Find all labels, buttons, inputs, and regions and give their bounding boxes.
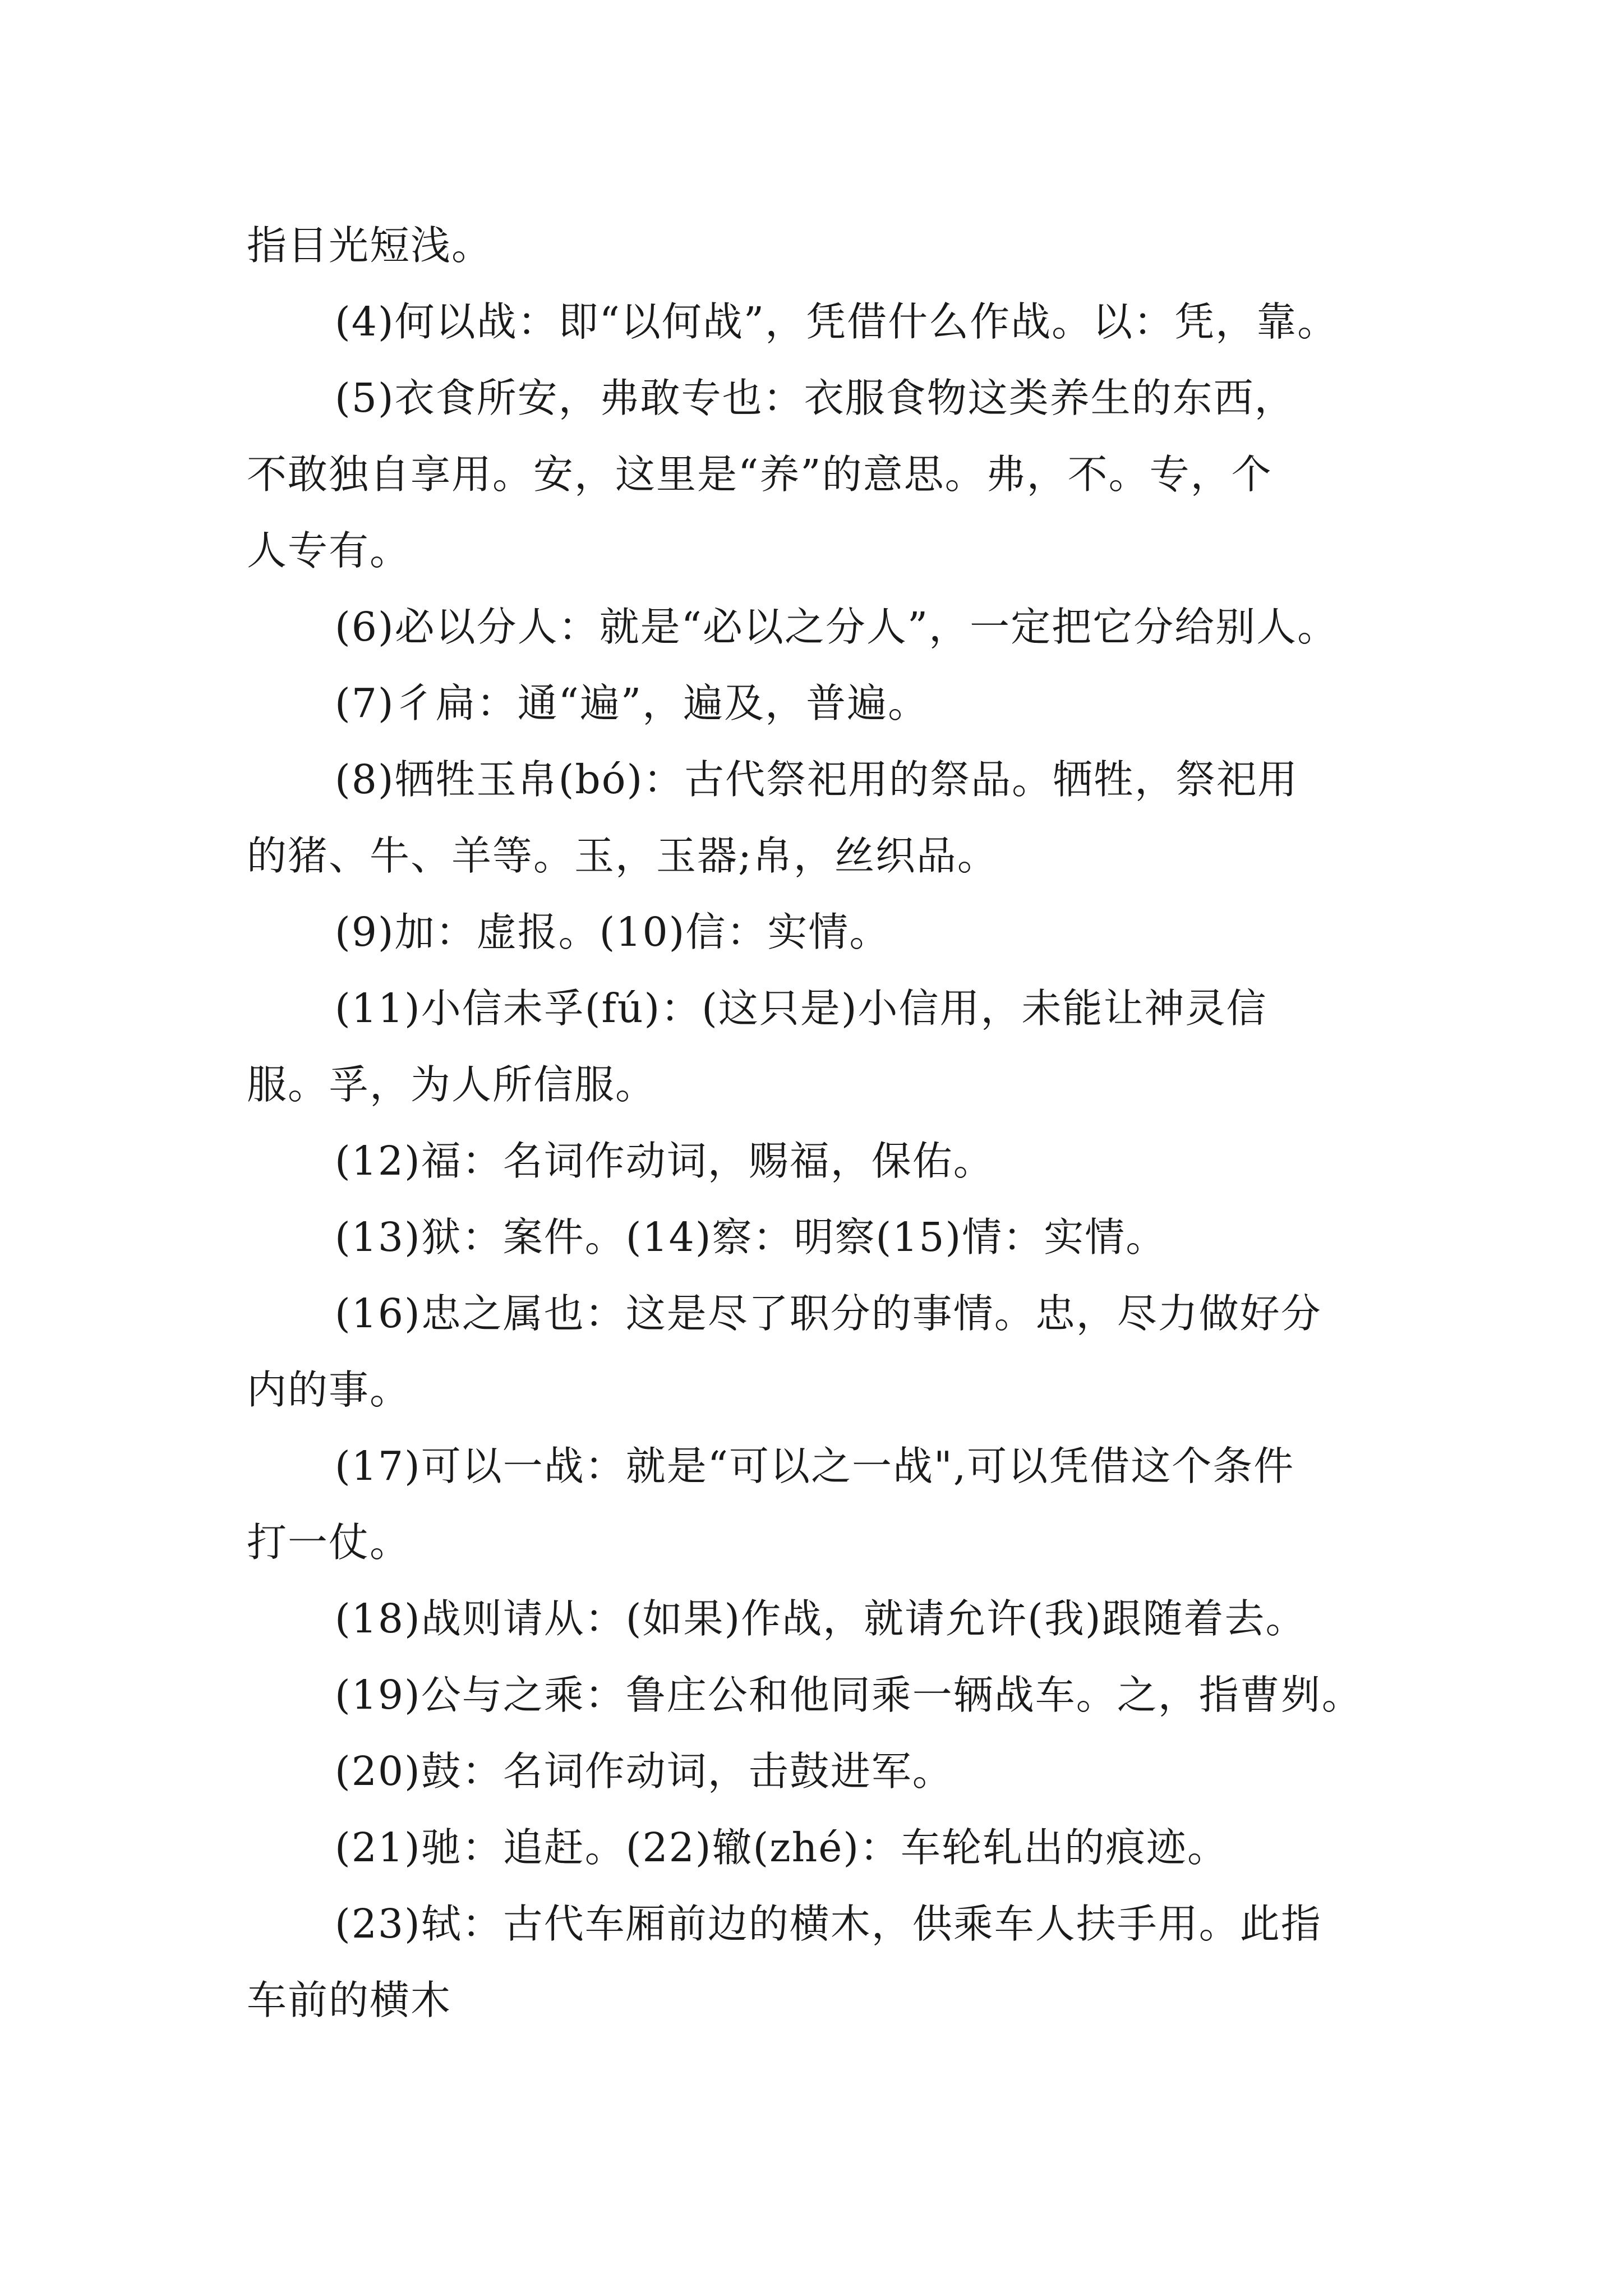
text-line: 的猪、牛、羊等。玉，玉器;帛，丝织品。 <box>247 832 998 879</box>
text-line: 车前的横木 <box>247 1977 452 2023</box>
text-line: 指目光短浅。 <box>247 222 493 269</box>
text-line: 服。孚，为人所信服。 <box>247 1061 657 1108</box>
text-line: (9)加：虚报。(10)信：实情。 <box>335 909 891 955</box>
text-line: (20)鼓：名词作动词，击鼓进军。 <box>335 1748 953 1795</box>
text-line: 人专有。 <box>247 527 411 574</box>
document-body <box>247 208 1391 2039</box>
text-line: (5)衣食所安，弗敢专也：衣服食物这类养生的东西， <box>335 375 1295 421</box>
text-line: (17)可以一战：就是“可以之一战",可以凭借这个条件 <box>335 1443 1295 1489</box>
text-line: (21)驰：追赶。(22)辙(zhé)：车轮轧出的痕迹。 <box>335 1824 1229 1871</box>
text-line: (8)牺牲玉帛(bó)：古代祭祀用的祭品。牺牲，祭祀用 <box>335 756 1299 803</box>
text-line: 内的事。 <box>247 1366 411 1413</box>
text-line: 不敢独自享用。安，这里是“养”的意思。弗，不。专，个 <box>247 451 1272 498</box>
text-line: (18)战则请从：(如果)作战，就请允许(我)跟随着去。 <box>335 1595 1307 1642</box>
text-line: (6)必以分人：就是“必以之分人”，一定把它分给别人。 <box>335 604 1339 650</box>
text-line: (23)轼：古代车厢前边的横木，供乘车人扶手用。此指 <box>335 1901 1322 1947</box>
text-line: (11)小信未孚(fú)：(这只是)小信用，未能让神灵信 <box>335 985 1267 1032</box>
text-line: (7)彳扁：通“遍”，遍及，普遍。 <box>335 680 929 726</box>
text-line: 打一仗。 <box>247 1519 411 1566</box>
text-line: (12)福：名词作动词，赐福，保佑。 <box>335 1138 994 1184</box>
text-line: (19)公与之乘：鲁庄公和他同乘一辆战车。之，指曹刿。 <box>335 1672 1363 1718</box>
text-line: (13)狱：案件。(14)察：明察(15)情：实情。 <box>335 1214 1167 1260</box>
text-line: (16)忠之属也：这是尽了职分的事情。忠，尽力做好分 <box>335 1290 1322 1337</box>
text-line: (4)何以战：即“以何战”，凭借什么作战。以：凭，靠。 <box>335 298 1339 345</box>
